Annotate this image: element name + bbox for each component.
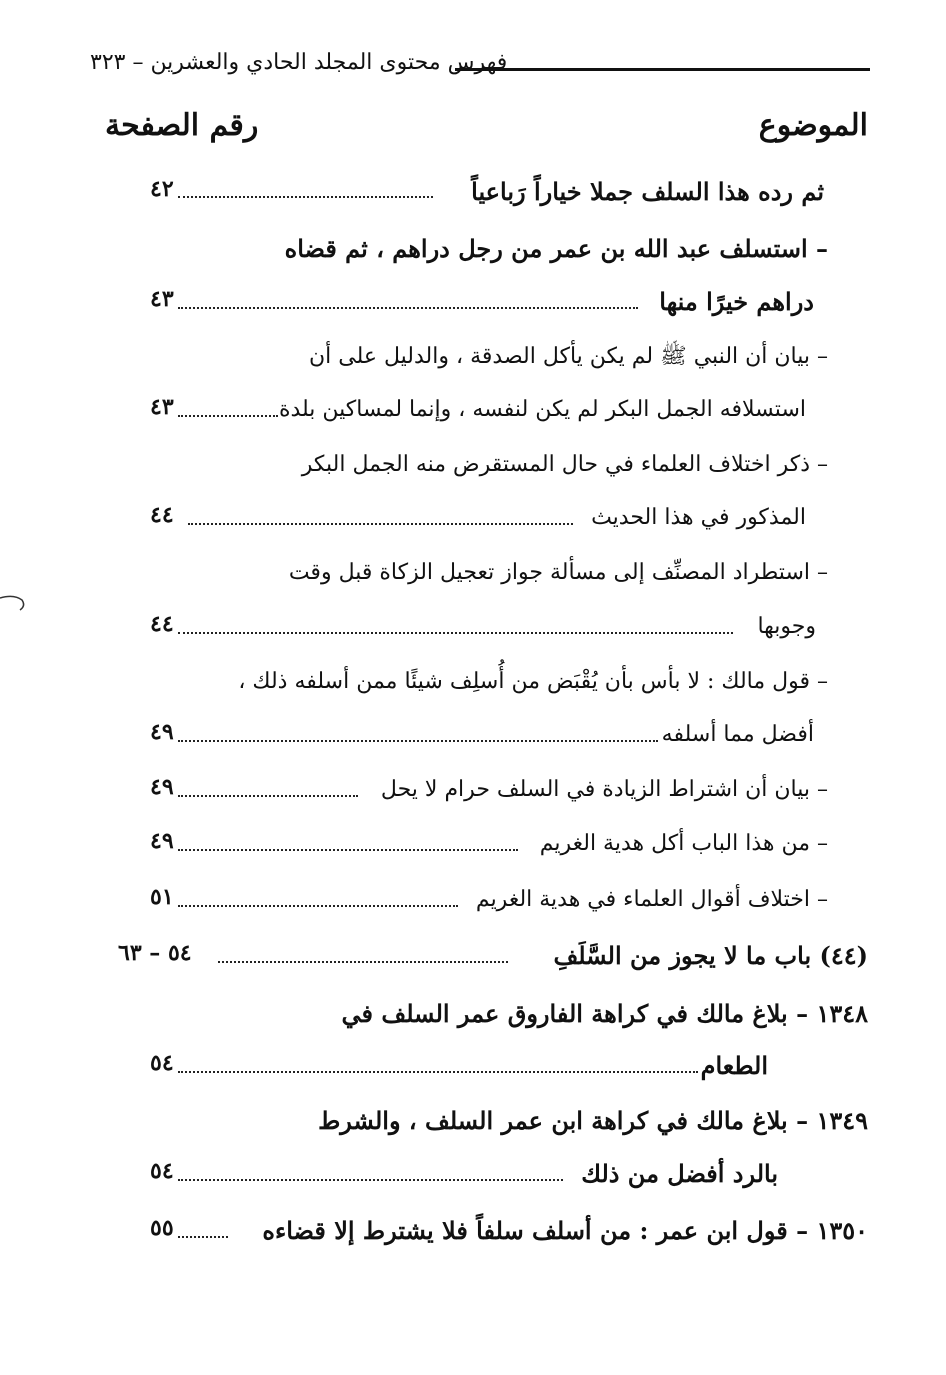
toc-entry-text: – ذكر اختلاف العلماء في حال المستقرض منه الجمل البكر: [301, 452, 828, 477]
toc-entry-page: ٤٩: [150, 774, 174, 800]
toc-entry-text: – من هذا الباب أكل هدية الغريم: [539, 831, 828, 856]
toc-entry: [476, 876, 828, 924]
toc-entry-page: ٥١: [150, 884, 174, 910]
toc-entry-text: ١٣٤٩ – بلاغ مالك في كراهة ابن عمر السلف ، والشرط: [318, 1106, 868, 1135]
toc-entry-text: – قول مالك : لا بأس بأن يُقْبَض من أُسلِف شيئًا ممن أسلفه ذلك ،: [238, 669, 828, 694]
header-title: فهرس محتوى المجلد الحادي والعشرين – ٣٢٣: [90, 50, 508, 75]
toc-entry: [553, 932, 868, 980]
toc-entry-text: الطعام: [700, 1051, 768, 1080]
toc-entry-text: – استسلف عبد الله بن عمر من رجل دراهم ، ثم قضاه: [284, 234, 828, 263]
toc-entry-page: ٤٩: [150, 719, 174, 745]
toc-entry-text: وجوبها: [757, 614, 816, 639]
toc-entry: [262, 1207, 868, 1255]
toc-entry-text: المذكور في هذا الحديث: [591, 505, 806, 530]
dot-leader: [178, 415, 278, 417]
dot-leader: [178, 1071, 698, 1073]
toc-entry-page: ٥٤: [150, 1158, 174, 1184]
header-rule: [455, 68, 870, 71]
toc-entry-text: بالرد أفضل من ذلك: [581, 1159, 778, 1188]
toc-entry-page: ٥٤ – ٦٣: [118, 940, 192, 966]
toc-entry-text: ثم رده هذا السلف جملا خياراً رَباعياً: [471, 177, 824, 206]
page-header: [90, 50, 870, 90]
dot-leader: [188, 523, 573, 525]
toc-entry: [342, 990, 868, 1038]
toc-entry: [238, 658, 828, 706]
margin-scan-mark: [0, 590, 32, 612]
toc-entry: [581, 1150, 778, 1198]
toc-entry-text: – بيان أن اشتراط الزيادة في السلف حرام لا يحل: [380, 777, 828, 802]
toc-entry-text: دراهم خيرًا منها: [659, 287, 814, 316]
toc-entry-page: ٤٢: [150, 176, 174, 202]
toc-entry: [289, 549, 828, 597]
toc-entry-page: ٤٣: [150, 394, 174, 420]
dot-leader: [178, 905, 458, 907]
toc-entry-page: ٤٣: [150, 286, 174, 312]
toc-entry: [318, 1097, 868, 1145]
dot-leader: [178, 1179, 563, 1181]
toc-entry-text: – بيان أن النبي ﷺ لم يكن يأكل الصدقة ، والدليل على أن: [309, 344, 828, 369]
dot-leader: [178, 307, 638, 309]
toc-entry-text: ١٣٤٨ – بلاغ مالك في كراهة الفاروق عمر السلف في: [341, 999, 868, 1028]
toc-entry: [591, 494, 806, 542]
toc-entry-page: ٤٤: [150, 611, 174, 637]
dot-leader: [218, 961, 508, 963]
toc-entry: [309, 333, 828, 381]
dot-leader: [178, 795, 358, 797]
dot-leader: [178, 632, 733, 634]
toc-entry: [279, 386, 806, 434]
toc-entry-text: – اختلاف أقوال العلماء في هدية الغريم: [475, 887, 828, 912]
toc-entry: [302, 441, 828, 489]
column-heading-topic: الموضوع: [758, 108, 868, 143]
toc-entry-text: استسلافه الجمل البكر لم يكن لنفسه ، وإنما لمساكين بلدة: [278, 397, 806, 422]
toc-entry-page: ٥٥: [150, 1215, 174, 1241]
toc-entry-text: ١٣٥٠ – قول ابن عمر : من أسلف سلفاً فلا يشترط إلا قضاءه: [262, 1216, 868, 1245]
toc-entry: [381, 766, 828, 814]
toc-entry: [285, 225, 828, 273]
toc-entry: [540, 820, 828, 868]
toc-entry-text: – استطراد المصنِّف إلى مسألة جواز تعجيل الزكاة قبل وقت: [288, 560, 828, 585]
toc-entry: [757, 603, 816, 651]
dot-leader: [178, 1236, 228, 1238]
toc-entry: [662, 711, 814, 759]
toc-entry: [659, 278, 814, 326]
toc-entry-text: (٤٤) باب ما لا يجوز من السَّلَفِ: [553, 941, 868, 970]
toc-entry-page: ٥٤: [150, 1050, 174, 1076]
toc-entry-page: ٤٤: [150, 502, 174, 528]
dot-leader: [178, 849, 518, 851]
toc-entry: [701, 1042, 768, 1090]
dot-leader: [178, 740, 658, 742]
toc-entry-text: أفضل مما أسلفه: [661, 722, 814, 747]
toc-entry: [471, 168, 824, 216]
column-heading-page: رقم الصفحة: [105, 108, 259, 143]
dot-leader: [178, 196, 433, 198]
toc-entry-page: ٤٩: [150, 828, 174, 854]
